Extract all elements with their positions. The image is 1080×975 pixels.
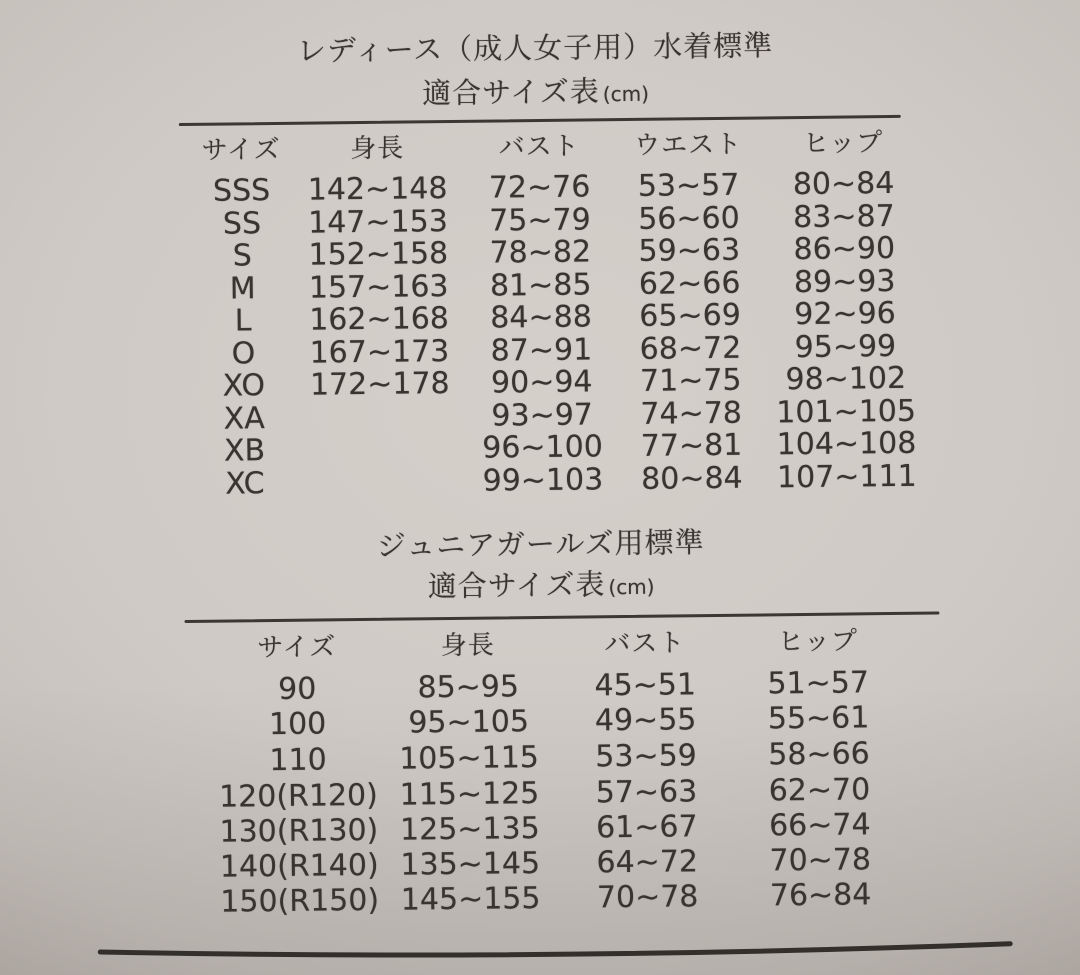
cell-size: 150(R150) bbox=[220, 882, 380, 920]
cell-bust: 49~55 bbox=[594, 702, 697, 739]
cell-size: 140(R140) bbox=[219, 847, 379, 885]
cell-height: 85~95 bbox=[417, 669, 520, 706]
header-hip: ヒップ bbox=[802, 128, 884, 159]
cell-bust: 90~94 bbox=[490, 364, 593, 401]
cell-bust: 99~103 bbox=[482, 462, 604, 499]
cell-hip: 66~74 bbox=[768, 807, 871, 844]
cell-hip: 70~78 bbox=[769, 842, 872, 879]
cell-size: 120(R120) bbox=[218, 777, 379, 815]
cell-bust: 45~51 bbox=[594, 667, 697, 704]
header-height: 身長 bbox=[349, 133, 405, 165]
cell-size: S bbox=[232, 238, 253, 274]
cell-waist: 74~78 bbox=[640, 395, 743, 432]
cell-height: 172~178 bbox=[309, 366, 450, 403]
cell-bust: 96~100 bbox=[482, 429, 604, 466]
cell-height: 115~125 bbox=[399, 776, 540, 813]
junior-unit-label: (cm) bbox=[608, 574, 655, 600]
cell-height: 157~163 bbox=[308, 269, 449, 306]
header-waist: ウエスト bbox=[633, 129, 743, 161]
cell-size: XO bbox=[222, 368, 266, 404]
cell-height: 162~168 bbox=[309, 301, 450, 338]
cell-hip: 58~66 bbox=[768, 736, 870, 773]
cell-hip: 51~57 bbox=[767, 665, 870, 702]
cell-waist: 68~72 bbox=[639, 330, 742, 367]
cell-hip: 101~105 bbox=[776, 393, 917, 431]
header-hip: ヒップ bbox=[777, 626, 859, 658]
cell-height: 142~148 bbox=[307, 171, 448, 208]
cell-height: 145~155 bbox=[400, 881, 541, 918]
cell-bust: 53~59 bbox=[595, 738, 697, 775]
cell-hip: 55~61 bbox=[767, 700, 870, 737]
cell-size: 130(R130) bbox=[219, 812, 379, 850]
ladies-subtitle-text: 適合サイズ表 bbox=[421, 74, 600, 111]
cell-height: 152~158 bbox=[308, 236, 449, 273]
junior-subtitle-text: 適合サイズ表 bbox=[427, 567, 606, 604]
ladies-unit-label: (cm) bbox=[602, 81, 650, 107]
cell-height: 147~153 bbox=[307, 204, 449, 241]
cell-hip: 83~87 bbox=[793, 198, 895, 236]
cell-size: SS bbox=[222, 206, 262, 242]
cell-waist: 56~60 bbox=[638, 200, 740, 237]
cell-size: 110 bbox=[269, 742, 327, 779]
cell-bust: 64~72 bbox=[596, 844, 699, 881]
cell-hip: 92~96 bbox=[794, 295, 896, 333]
header-bust: バスト bbox=[604, 628, 686, 660]
cell-size: 100 bbox=[268, 706, 327, 743]
cell-hip: 104~108 bbox=[776, 425, 917, 463]
cell-waist: 65~69 bbox=[639, 297, 741, 334]
cell-bust: 70~78 bbox=[596, 879, 699, 916]
cell-size: M bbox=[229, 271, 256, 307]
cell-bust: 57~63 bbox=[595, 774, 698, 811]
cell-height: 167~173 bbox=[309, 334, 450, 371]
cell-height: 125~135 bbox=[399, 811, 540, 848]
cell-waist: 80~84 bbox=[640, 460, 743, 497]
cell-hip: 86~90 bbox=[793, 230, 896, 268]
cell-hip: 80~84 bbox=[792, 165, 895, 203]
cell-hip: 107~111 bbox=[776, 458, 917, 496]
header-bust: バスト bbox=[498, 131, 580, 163]
cell-waist: 62~66 bbox=[638, 265, 741, 302]
cell-size: O bbox=[231, 336, 256, 372]
cell-hip: 95~99 bbox=[794, 328, 897, 366]
header-height: 身長 bbox=[440, 630, 495, 662]
cell-bust: 84~88 bbox=[490, 299, 593, 336]
header-size: サイズ bbox=[201, 134, 281, 166]
cell-hip: 89~93 bbox=[793, 263, 896, 301]
junior-table-title: ジュニアガールズ用標準 bbox=[376, 525, 705, 563]
cell-bust: 78~82 bbox=[489, 234, 592, 271]
cell-bust: 93~97 bbox=[491, 397, 594, 434]
cell-bust: 87~91 bbox=[490, 332, 593, 369]
cell-bust: 72~76 bbox=[488, 169, 591, 206]
cell-hip: 98~102 bbox=[785, 360, 907, 398]
cell-size: XB bbox=[223, 433, 266, 469]
cell-height: 105~115 bbox=[399, 740, 540, 777]
cell-height: 95~105 bbox=[408, 704, 530, 741]
cell-height: 135~145 bbox=[400, 846, 541, 883]
ladies-table-title: レディース（成人女子用）水着標準 bbox=[296, 28, 774, 68]
cell-size: XA bbox=[223, 401, 265, 437]
cell-hip: 76~84 bbox=[769, 877, 872, 914]
cell-size: L bbox=[234, 303, 252, 339]
cell-size: 90 bbox=[277, 671, 317, 707]
cell-bust: 61~67 bbox=[595, 809, 698, 846]
cell-hip: 62~70 bbox=[768, 772, 871, 809]
cell-bust: 75~79 bbox=[489, 202, 591, 239]
header-size: サイズ bbox=[257, 632, 337, 664]
cell-size: SSS bbox=[212, 173, 271, 209]
cell-waist: 77~81 bbox=[640, 427, 743, 464]
cell-waist: 71~75 bbox=[639, 362, 742, 399]
cell-size: XC bbox=[225, 466, 265, 502]
cell-waist: 53~57 bbox=[637, 167, 740, 204]
cell-waist: 59~63 bbox=[638, 232, 741, 269]
cell-bust: 81~85 bbox=[489, 267, 592, 304]
